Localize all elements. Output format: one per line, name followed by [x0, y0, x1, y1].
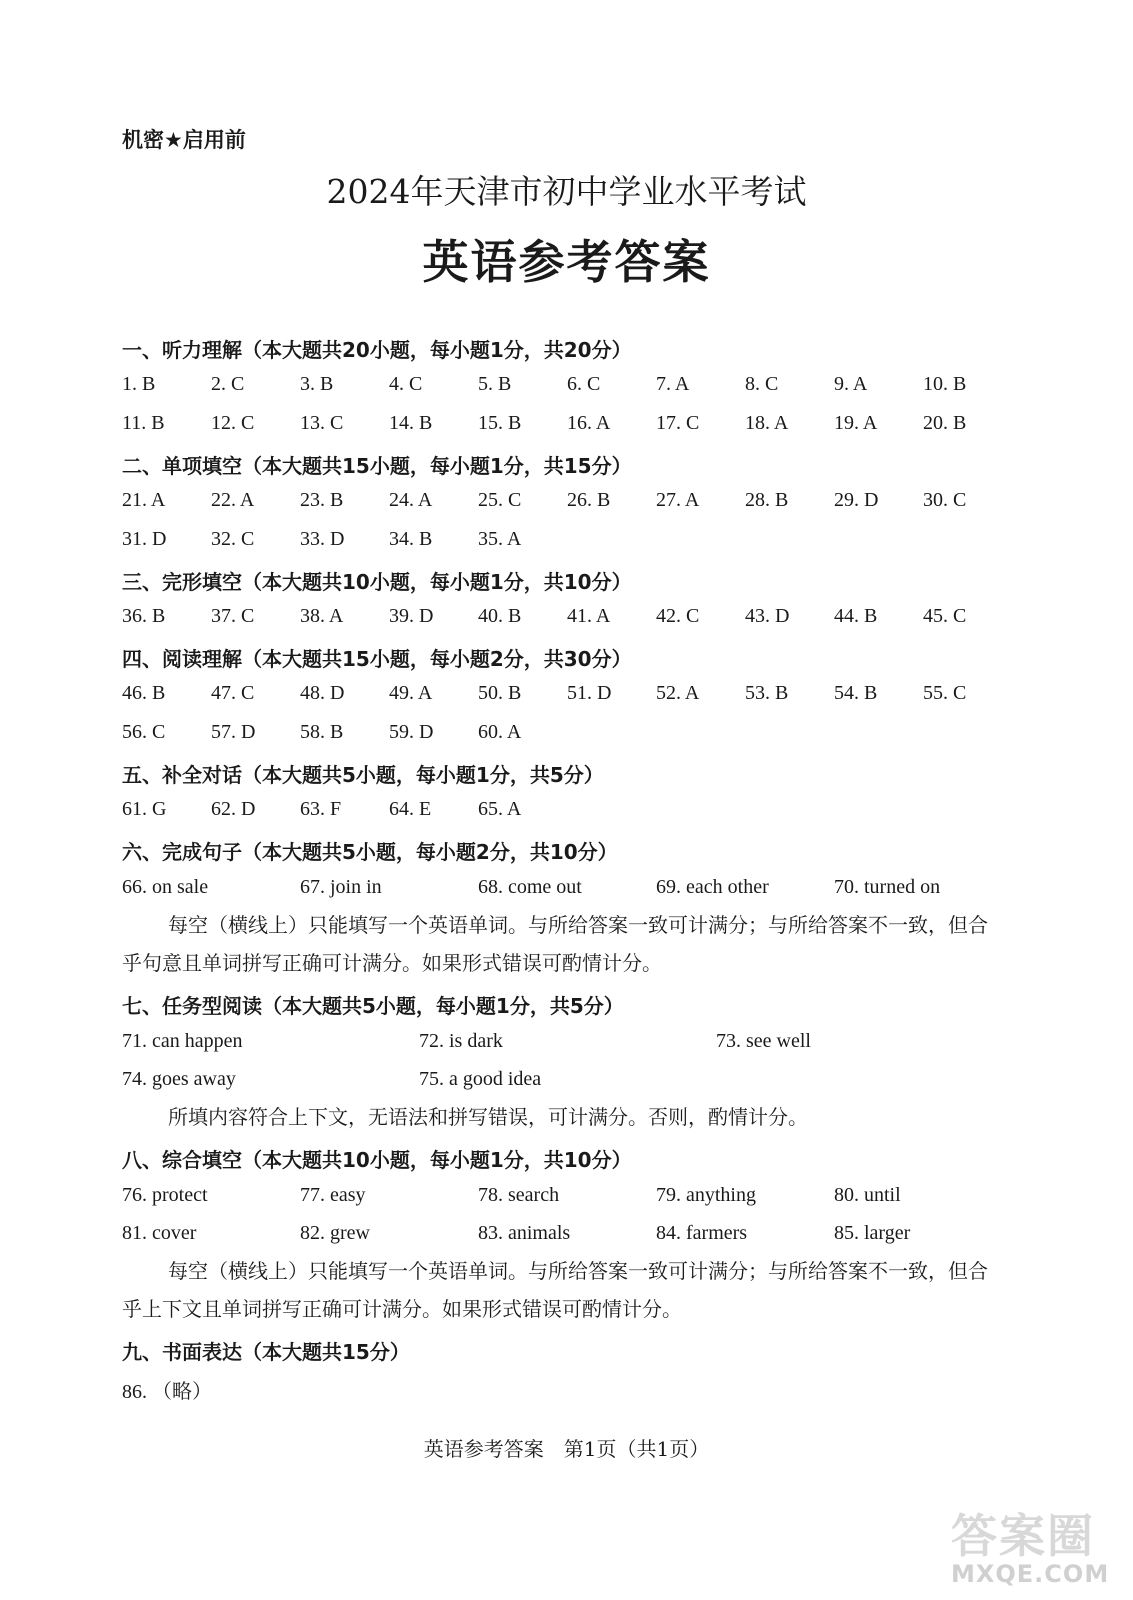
answer-item: 39. D	[389, 605, 434, 627]
answer-item: 12. C	[211, 412, 255, 434]
answer-item: 27. A	[656, 489, 700, 511]
answer-item: 76. protect	[122, 1184, 208, 1206]
answer-item: 72. is dark	[419, 1030, 503, 1052]
answer-item: 29. D	[834, 489, 879, 511]
answer-item: 1. B	[122, 373, 156, 395]
answer-item: 2. C	[211, 373, 245, 395]
answer-item: 77. easy	[300, 1184, 366, 1206]
answer-item: 32. C	[211, 528, 255, 550]
answer-item: 54. B	[834, 682, 878, 704]
answer-item: 66. on sale	[122, 876, 209, 898]
answer-item: 38. A	[300, 605, 344, 627]
answer-item: 73. see well	[716, 1030, 811, 1052]
section-heading: 一、听力理解（本大题共20小题，每小题1分，共20分）	[122, 338, 632, 362]
answer-item: 82. grew	[300, 1222, 370, 1244]
answer-row	[122, 1222, 1022, 1250]
answer-item: 18. A	[745, 412, 789, 434]
answer-item: 8. C	[745, 373, 779, 395]
answer-item: 34. B	[389, 528, 433, 550]
answer-item: 79. anything	[656, 1184, 756, 1206]
answer-item: 59. D	[389, 721, 434, 743]
exam-title: 2024年天津市初中学业水平考试	[326, 172, 807, 211]
answer-item: 7. A	[656, 373, 690, 395]
scoring-note: 所填内容符合上下文，无语法和拼写错误，可计满分。否则，酌情计分。	[168, 1105, 808, 1129]
answer-item: 13. C	[300, 412, 344, 434]
answer-item: 71. can happen	[122, 1030, 243, 1052]
scoring-note: 每空（横线上）只能填写一个英语单词。与所给答案一致可计满分；与所给答案不一致，但合乎句意且单词拼写正确可计满分。如果形式错误可酌情计分。	[122, 913, 988, 975]
answer-item: 68. come out	[478, 876, 582, 898]
answer-item: 9. A	[834, 373, 868, 395]
answer-item: 60. A	[478, 721, 522, 743]
answer-row	[122, 876, 1022, 904]
answer-row	[122, 721, 1022, 749]
answer-item: 26. B	[567, 489, 611, 511]
answer-row	[122, 489, 1022, 517]
answer-item: 28. B	[745, 489, 789, 511]
page-footer: 英语参考答案 第1页（共1页）	[423, 1437, 710, 1461]
answer-row	[122, 1184, 1022, 1212]
watermark-brand: 答案圈	[951, 1509, 1095, 1563]
answer-item: 14. B	[389, 412, 433, 434]
answer-item: 63. F	[300, 798, 342, 820]
section-heading: 七、任务型阅读（本大题共5小题，每小题1分，共5分）	[122, 994, 624, 1018]
answer-item: 50. B	[478, 682, 522, 704]
answer-item: 58. B	[300, 721, 344, 743]
answer-item: 24. A	[389, 489, 433, 511]
answer-item: 36. B	[122, 605, 166, 627]
answer-item: 17. C	[656, 412, 700, 434]
confidential-label: 机密★启用前	[122, 128, 246, 152]
answer-item: 11. B	[122, 412, 165, 434]
watermark-logo	[951, 1500, 1111, 1592]
answer-row	[122, 373, 1022, 401]
answer-item: 64. E	[389, 798, 432, 820]
answer-item: 40. B	[478, 605, 522, 627]
answer-item: 3. B	[300, 373, 334, 395]
answer-item: 55. C	[923, 682, 967, 704]
answer-item: 23. B	[300, 489, 344, 511]
answer-item: 4. C	[389, 373, 423, 395]
answer-item: 65. A	[478, 798, 522, 820]
answer-item: 53. B	[745, 682, 789, 704]
answer-item: 83. animals	[478, 1222, 571, 1244]
section-heading: 四、阅读理解（本大题共15小题，每小题2分，共30分）	[122, 647, 632, 671]
answer-item: 6. C	[567, 373, 601, 395]
section-heading: 六、完成句子（本大题共5小题，每小题2分，共10分）	[122, 840, 618, 864]
answer-item: 74. goes away	[122, 1068, 236, 1090]
answer-item: 85. larger	[834, 1222, 911, 1244]
section-heading: 八、综合填空（本大题共10小题，每小题1分，共10分）	[122, 1148, 632, 1172]
answer-item: 62. D	[211, 798, 256, 820]
answer-row	[122, 528, 1022, 556]
watermark-site: MXQE.COM	[951, 1560, 1110, 1588]
answer-row	[122, 1375, 1022, 1403]
answer-item: 41. A	[567, 605, 611, 627]
answer-item: 80. until	[834, 1184, 901, 1206]
scoring-note: 每空（横线上）只能填写一个英语单词。与所给答案一致可计满分；与所给答案不一致，但合乎上下文且单词拼写正确可计满分。如果形式错误可酌情计分。	[122, 1259, 988, 1321]
answer-item: 67. join in	[300, 876, 382, 898]
answer-item: 84. farmers	[656, 1222, 748, 1244]
answer-row	[122, 798, 1022, 826]
section-heading: 三、完形填空（本大题共10小题，每小题1分，共10分）	[122, 570, 632, 594]
answer-item: 25. C	[478, 489, 522, 511]
answer-item: 10. B	[923, 373, 967, 395]
answer-item: 81. cover	[122, 1222, 197, 1244]
answer-item: 51. D	[567, 682, 612, 704]
answer-item: 45. C	[923, 605, 967, 627]
answer-item: 5. B	[478, 373, 512, 395]
answer-item: 70. turned on	[834, 876, 941, 898]
answer-item: 16. A	[567, 412, 611, 434]
answer-item: 20. B	[923, 412, 967, 434]
answer-item: 37. C	[211, 605, 255, 627]
answer-item: 69. each other	[656, 876, 769, 898]
document-title: 英语参考答案	[422, 235, 711, 289]
answer-item: 43. D	[745, 605, 790, 627]
answer-item: 61. G	[122, 798, 167, 820]
answer-item: 78. search	[478, 1184, 560, 1206]
answer-item: 56. C	[122, 721, 166, 743]
answer-row	[122, 1068, 1022, 1096]
answer-item: 22. A	[211, 489, 255, 511]
section-heading: 五、补全对话（本大题共5小题，每小题1分，共5分）	[122, 763, 604, 787]
answer-item: 57. D	[211, 721, 256, 743]
answer-item: 46. B	[122, 682, 166, 704]
answer-row	[122, 412, 1022, 440]
section-heading: 九、书面表达（本大题共15分）	[122, 1340, 410, 1364]
section-heading: 二、单项填空（本大题共15小题，每小题1分，共15分）	[122, 454, 632, 478]
answer-item: 30. C	[923, 489, 967, 511]
answer-item: 15. B	[478, 412, 522, 434]
answer-item: 86. （略）	[122, 1381, 212, 1403]
answer-item: 35. A	[478, 528, 522, 550]
answer-item: 31. D	[122, 528, 167, 550]
answer-item: 21. A	[122, 489, 166, 511]
answer-item: 47. C	[211, 682, 255, 704]
answer-item: 48. D	[300, 682, 345, 704]
answer-item: 44. B	[834, 605, 878, 627]
answer-row	[122, 1030, 1022, 1058]
answer-item: 42. C	[656, 605, 700, 627]
answer-item: 49. A	[389, 682, 433, 704]
answer-item: 52. A	[656, 682, 700, 704]
answer-item: 33. D	[300, 528, 345, 550]
answer-item: 75. a good idea	[419, 1068, 542, 1090]
answer-row	[122, 605, 1022, 633]
answer-row	[122, 682, 1022, 710]
answer-item: 19. A	[834, 412, 878, 434]
